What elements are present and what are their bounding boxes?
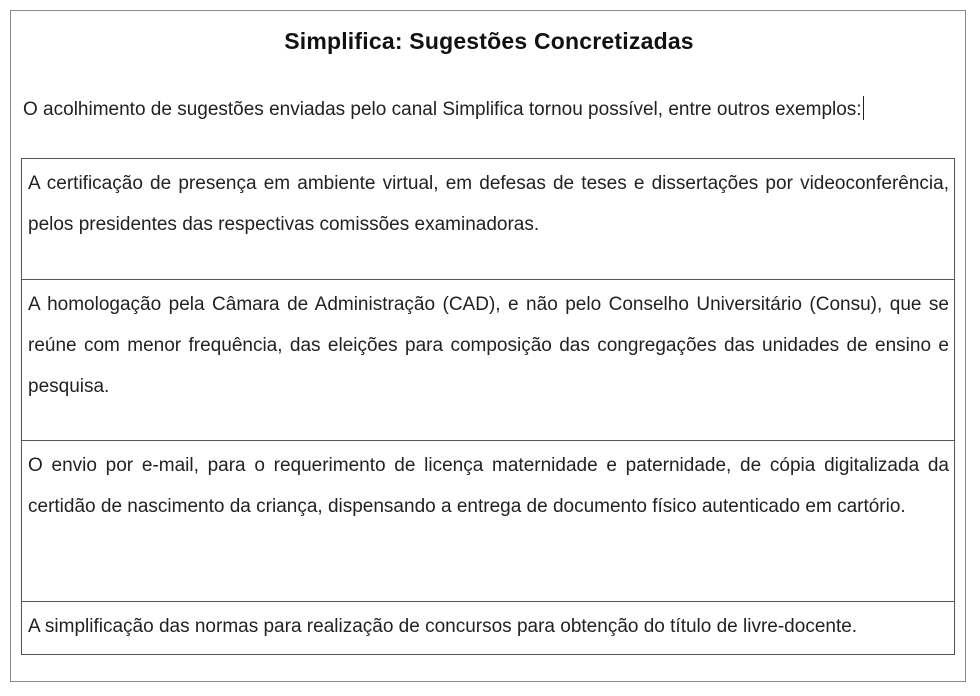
suggestion-row: A certificação de presença em ambiente virtual, em defesas de teses e dissertações por videoconferência, pelos presidentes das respectivas comissões examinadoras.: [28, 173, 949, 235]
suggestion-row: A homologação pela Câmara de Administração (CAD), e não pelo Conselho Universitário (Consu), que se reúne com menor frequência, das eleições para composição das congregações das unidades de ensino e pesquisa.: [22, 279, 954, 440]
suggestion-row: A simplificação das normas para realização de concursos para obtenção do título de livre-docente.: [22, 601, 954, 654]
text-cursor: [863, 96, 864, 120]
intro-paragraph: [23, 96, 864, 121]
intro-text: O acolhimento de sugestões enviadas pelo canal Simplifica tornou possível, entre outros exemplos:: [23, 99, 862, 120]
suggestions-table: [21, 158, 955, 655]
document-title: Simplifica: Sugestões Concretizadas: [284, 28, 694, 54]
document-page: [10, 10, 966, 682]
suggestion-row: O envio por e-mail, para o requerimento de licença maternidade e paternidade, de cópia digitalizada da certidão de nascimento da criança, dispensando a entrega de documento físico autenticado em cartório.: [22, 440, 954, 601]
